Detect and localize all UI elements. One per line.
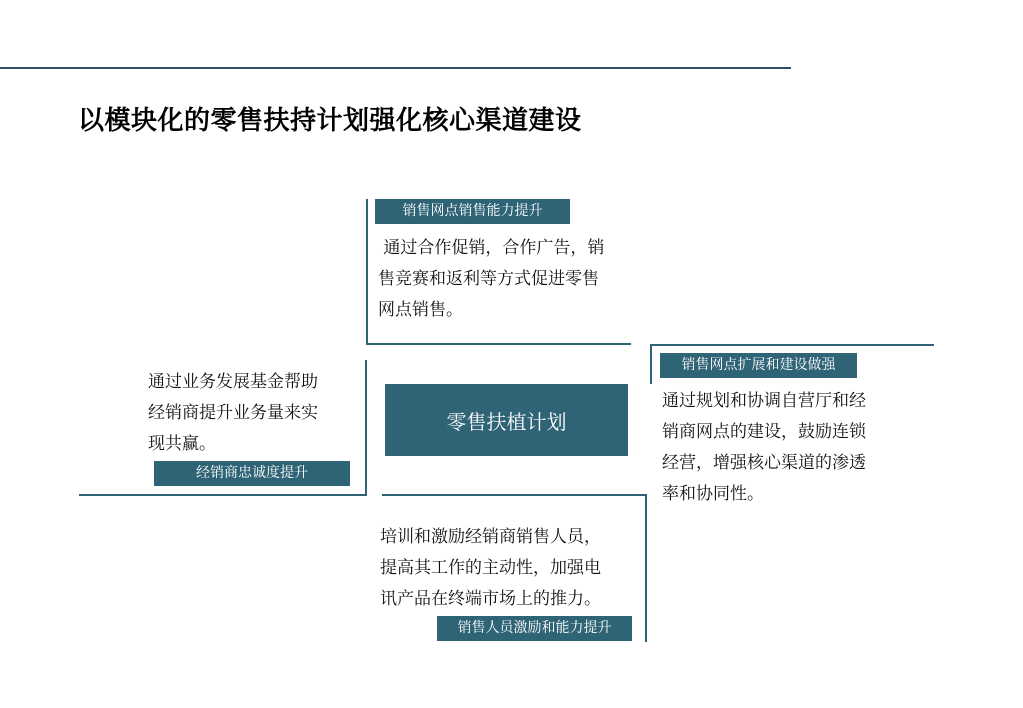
bottom-module-top-line — [382, 494, 647, 496]
left-module-bottom-line — [79, 494, 367, 496]
top-module-label: 销售网点销售能力提升 — [375, 199, 570, 224]
top-divider — [0, 67, 791, 69]
right-module-description — [662, 386, 866, 510]
page-title: 以模块化的零售扶持计划强化核心渠道建设 — [78, 106, 582, 136]
top-module-vertical-line — [366, 199, 368, 345]
left-module-description — [148, 367, 318, 460]
top-module-bottom-line — [366, 343, 631, 345]
right-module-line: 率和协同性。 — [662, 484, 764, 504]
bottom-module-line: 讯产品在终端市场上的推力。 — [380, 589, 601, 609]
left-module-vertical-line — [365, 360, 367, 496]
right-module-top-line — [650, 344, 934, 346]
right-module-label: 销售网点扩展和建设做强 — [660, 353, 857, 378]
left-module-line: 通过业务发展基金帮助 — [148, 372, 318, 392]
right-module-line: 销商网点的建设，鼓励连锁 — [662, 422, 866, 442]
left-module-line: 现共赢。 — [148, 434, 216, 454]
top-module-description — [378, 233, 604, 326]
right-module-vertical-line — [650, 344, 652, 384]
left-module-label: 经销商忠诚度提升 — [154, 461, 350, 486]
right-module-line: 通过规划和协调自营厅和经 — [662, 391, 866, 411]
center-plan-box: 零售扶植计划 — [385, 384, 628, 456]
bottom-module-line: 培训和激励经销商销售人员， — [380, 527, 601, 547]
top-module-line: 售竞赛和返利等方式促进零售 — [378, 269, 599, 289]
bottom-module-line: 提高其工作的主动性，加强电 — [380, 558, 601, 578]
top-module-line: 通过合作促销，合作广告，销 — [378, 238, 605, 258]
left-module-line: 经销商提升业务量来实 — [148, 403, 318, 423]
bottom-module-vertical-line — [645, 494, 647, 642]
right-module-line: 经营，增强核心渠道的渗透 — [662, 453, 866, 473]
bottom-module-label: 销售人员激励和能力提升 — [437, 616, 632, 641]
top-module-line: 网点销售。 — [378, 300, 463, 320]
bottom-module-description — [380, 522, 601, 615]
